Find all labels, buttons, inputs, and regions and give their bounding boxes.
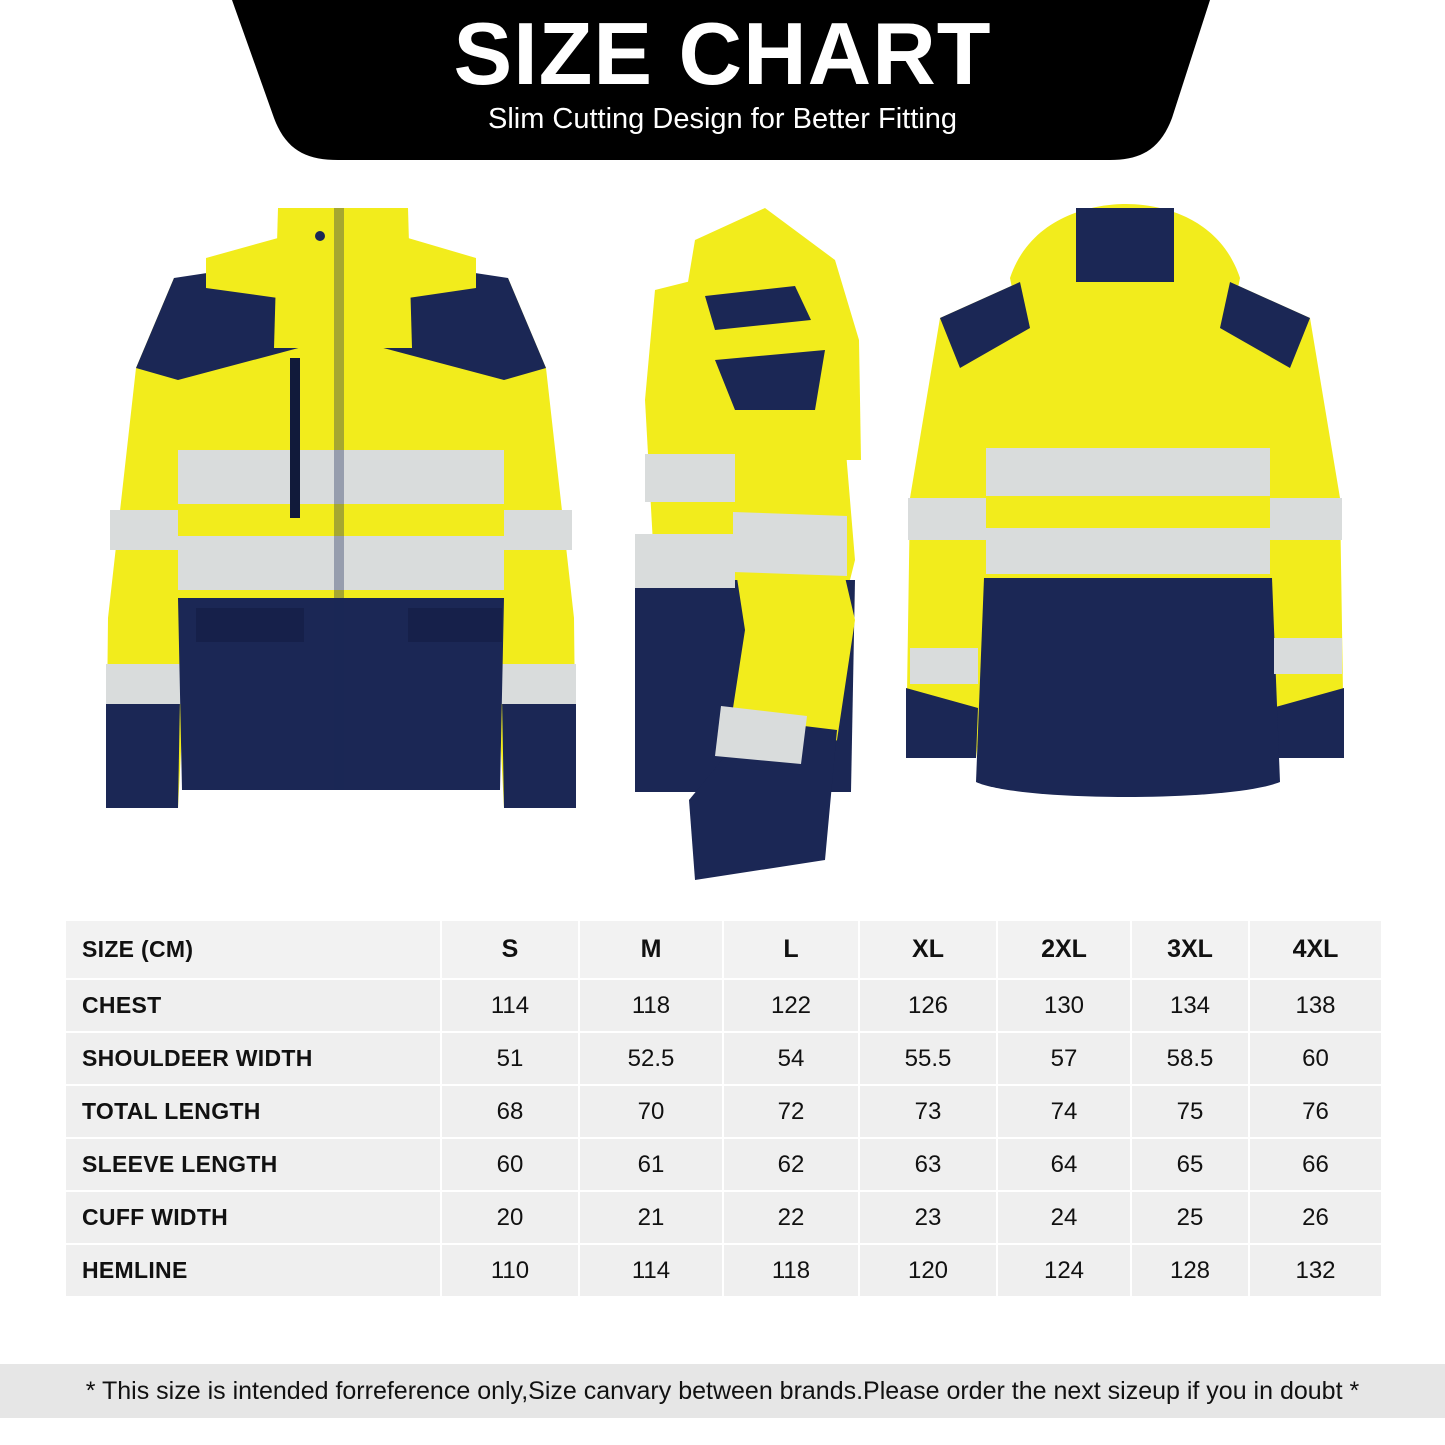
row-label: HEMLINE <box>65 1244 441 1297</box>
page-title: SIZE CHART <box>453 4 992 103</box>
table-cell: 70 <box>579 1085 723 1138</box>
table-corner-label: SIZE (CM) <box>65 920 441 979</box>
table-cell: 61 <box>579 1138 723 1191</box>
table-cell: 66 <box>1249 1138 1382 1191</box>
table-cell: 60 <box>1249 1032 1382 1085</box>
jacket-front-image <box>96 198 586 818</box>
table-cell: 60 <box>441 1138 579 1191</box>
table-cell: 54 <box>723 1032 859 1085</box>
table-cell: 118 <box>579 979 723 1032</box>
table-cell: 21 <box>579 1191 723 1244</box>
table-cell: 120 <box>859 1244 997 1297</box>
table-cell: 52.5 <box>579 1032 723 1085</box>
column-header: 2XL <box>997 920 1131 979</box>
row-label: SHOULDEER WIDTH <box>65 1032 441 1085</box>
table-cell: 51 <box>441 1032 579 1085</box>
column-header: XL <box>859 920 997 979</box>
table-cell: 75 <box>1131 1085 1249 1138</box>
table-cell: 62 <box>723 1138 859 1191</box>
table-cell: 114 <box>579 1244 723 1297</box>
table-cell: 64 <box>997 1138 1131 1191</box>
row-label: SLEEVE LENGTH <box>65 1138 441 1191</box>
column-header: L <box>723 920 859 979</box>
column-header: M <box>579 920 723 979</box>
table-row <box>65 1244 1382 1297</box>
table-cell: 58.5 <box>1131 1032 1249 1085</box>
row-label: CUFF WIDTH <box>65 1191 441 1244</box>
table-cell: 124 <box>997 1244 1131 1297</box>
column-header: 4XL <box>1249 920 1382 979</box>
table-cell: 132 <box>1249 1244 1382 1297</box>
column-header: S <box>441 920 579 979</box>
table-cell: 76 <box>1249 1085 1382 1138</box>
table-cell: 63 <box>859 1138 997 1191</box>
table-cell: 22 <box>723 1191 859 1244</box>
row-label: CHEST <box>65 979 441 1032</box>
table-cell: 68 <box>441 1085 579 1138</box>
column-header: 3XL <box>1131 920 1249 979</box>
table-cell: 23 <box>859 1191 997 1244</box>
table-cell: 25 <box>1131 1191 1249 1244</box>
table-cell: 110 <box>441 1244 579 1297</box>
table-row <box>65 1191 1382 1244</box>
table-cell: 122 <box>723 979 859 1032</box>
table-cell: 20 <box>441 1191 579 1244</box>
table-cell: 65 <box>1131 1138 1249 1191</box>
jacket-side-image <box>615 200 875 890</box>
table-cell: 134 <box>1131 979 1249 1032</box>
table-cell: 118 <box>723 1244 859 1297</box>
table-row <box>65 979 1382 1032</box>
table-row <box>65 1085 1382 1138</box>
row-label: TOTAL LENGTH <box>65 1085 441 1138</box>
table-cell: 57 <box>997 1032 1131 1085</box>
table-cell: 114 <box>441 979 579 1032</box>
table-cell: 130 <box>997 979 1131 1032</box>
footnote-bar <box>0 1364 1445 1418</box>
header-banner <box>0 0 1445 170</box>
size-table <box>64 919 1383 1298</box>
page-subtitle: Slim Cutting Design for Better Fitting <box>487 103 957 135</box>
table-header-row <box>65 920 1382 979</box>
table-cell: 26 <box>1249 1191 1382 1244</box>
jacket-back-image <box>900 198 1350 808</box>
table-cell: 126 <box>859 979 997 1032</box>
table-cell: 24 <box>997 1191 1131 1244</box>
table-cell: 128 <box>1131 1244 1249 1297</box>
table-cell: 138 <box>1249 979 1382 1032</box>
footnote-text: * This size is intended forreference only,Size canvary between brands.Please order the next sizeup if you in doubt * <box>85 1376 1360 1405</box>
table-cell: 74 <box>997 1085 1131 1138</box>
table-cell: 73 <box>859 1085 997 1138</box>
table-row <box>65 1032 1382 1085</box>
table-cell: 72 <box>723 1085 859 1138</box>
table-row <box>65 1138 1382 1191</box>
table-cell: 55.5 <box>859 1032 997 1085</box>
